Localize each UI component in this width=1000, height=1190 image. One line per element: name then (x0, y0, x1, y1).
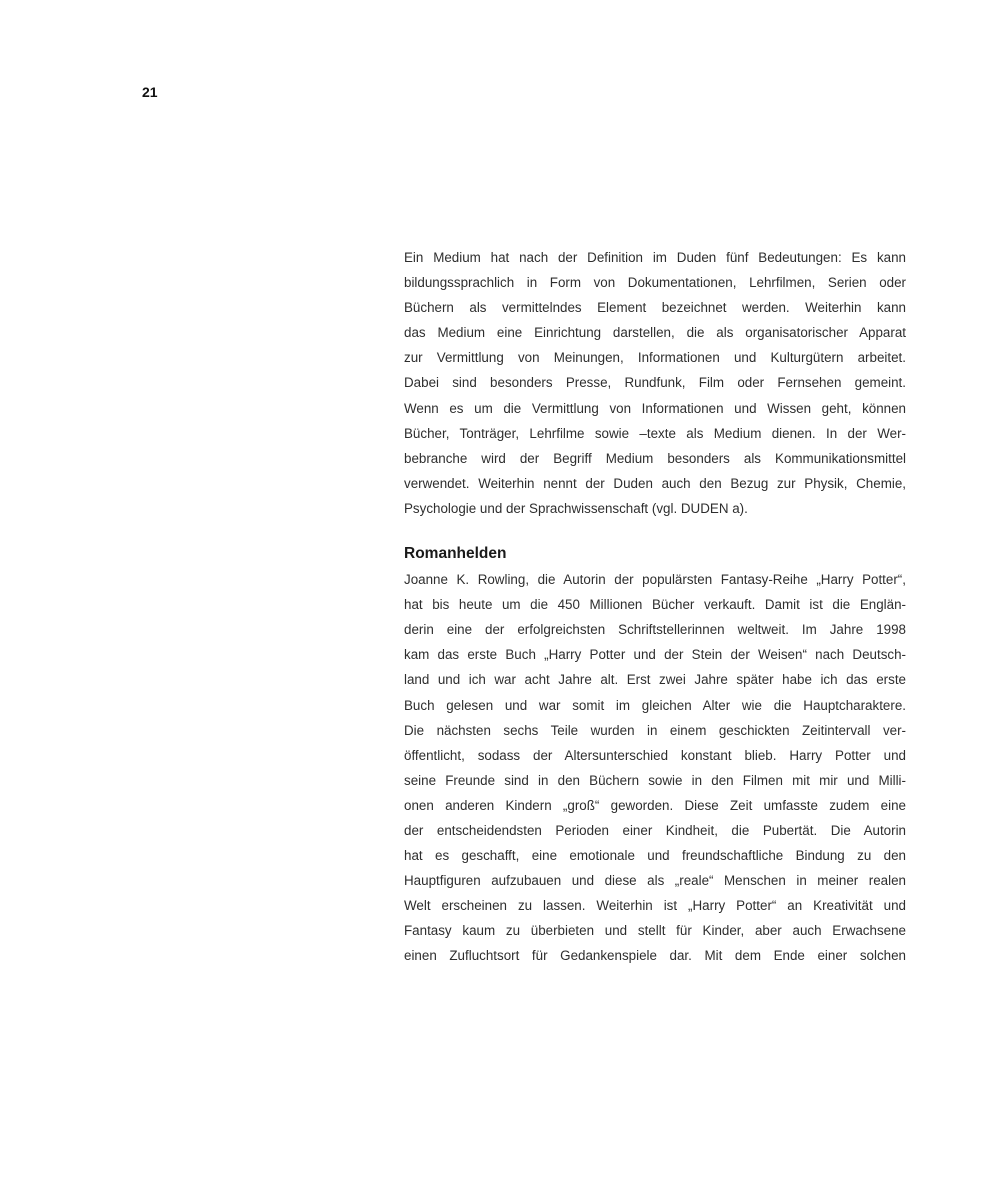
paragraph-line: Psychologie und der Sprachwissenschaft (vgl. DUDEN a). (404, 500, 748, 516)
paragraph-line: Wenn es um die Vermittlung von Informationen und Wissen geht, können (404, 400, 906, 416)
paragraph-line: Bücher, Tonträger, Lehrfilme sowie –texte als Medium dienen. In der Wer- (404, 425, 906, 441)
paragraph-line: Ein Medium hat nach der Definition im Duden fünf Bedeutungen: Es kann (404, 250, 906, 265)
paragraph-line: öffentlicht, sodass der Altersunterschied konstant blieb. Harry Potter und (404, 747, 906, 763)
paragraph-line: hat bis heute um die 450 Millionen Bücher verkauft. Damit ist die Englän- (404, 597, 906, 613)
paragraph-line: zur Vermittlung von Meinungen, Informationen und Kulturgütern arbeitet. (404, 350, 906, 366)
definition-paragraph (404, 245, 906, 521)
page-number: 21 (142, 84, 158, 100)
paragraph-line: bebranche wird der Begriff Medium besonders als Kommunikationsmittel (404, 450, 906, 466)
paragraph-line: Büchern als vermittelndes Element bezeichnet werden. Weiterhin kann (404, 300, 906, 316)
body-text-column (404, 245, 906, 969)
paragraph-line: hat es geschafft, eine emotionale und freundschaftliche Bindung zu den (404, 848, 906, 864)
paragraph-line: Welt erscheinen zu lassen. Weiterhin ist „Harry Potter“ an Kreativität und (404, 898, 906, 914)
paragraph-line: bildungssprachlich in Form von Dokumentationen, Lehrfilmen, Serien oder (404, 275, 906, 291)
paragraph-line: Joanne K. Rowling, die Autorin der populärsten Fantasy-Reihe „Harry Potter“, (404, 572, 906, 588)
paragraph-line: verwendet. Weiterhin nennt der Duden auch den Bezug zur Physik, Chemie, (404, 475, 906, 491)
paragraph-line: Fantasy kaum zu überbieten und stellt für Kinder, aber auch Erwachsene (404, 923, 906, 939)
paragraph-line: onen anderen Kindern „groß“ geworden. Diese Zeit umfasste zudem eine (404, 797, 906, 813)
paragraph-line: Die nächsten sechs Teile wurden in einem geschickten Zeitintervall ver- (404, 722, 906, 738)
paragraph-line: einen Zufluchtsort für Gedankenspiele dar. Mit dem Ende einer solchen (404, 948, 906, 964)
paragraph-line: das Medium eine Einrichtung darstellen, die als organisatorischer Apparat (404, 325, 906, 341)
paragraph-line: Dabei sind besonders Presse, Rundfunk, Film oder Fernsehen gemeint. (404, 375, 906, 391)
paragraph-line: derin eine der erfolgreichsten Schriftstellerinnen weltweit. Im Jahre 1998 (404, 622, 906, 638)
paragraph-line: seine Freunde sind in den Büchern sowie in den Filmen mit mir und Milli- (404, 772, 906, 788)
paragraph-line: Buch gelesen und war somit im gleichen Alter wie die Hauptcharaktere. (404, 697, 906, 713)
paragraph-line: der entscheidendsten Perioden einer Kindheit, die Pubertät. Die Autorin (404, 822, 906, 838)
paragraph-line: kam das erste Buch „Harry Potter und der Stein der Weisen“ nach Deutsch- (404, 647, 906, 663)
paragraph-line: land und ich war acht Jahre alt. Erst zwei Jahre später habe ich das erste (404, 672, 906, 688)
paragraph-line: Hauptfiguren aufzubauen und diese als „reale“ Menschen in meiner realen (404, 873, 906, 889)
romanhelden-paragraph (404, 567, 906, 969)
section-heading: Romanhelden (404, 545, 507, 563)
